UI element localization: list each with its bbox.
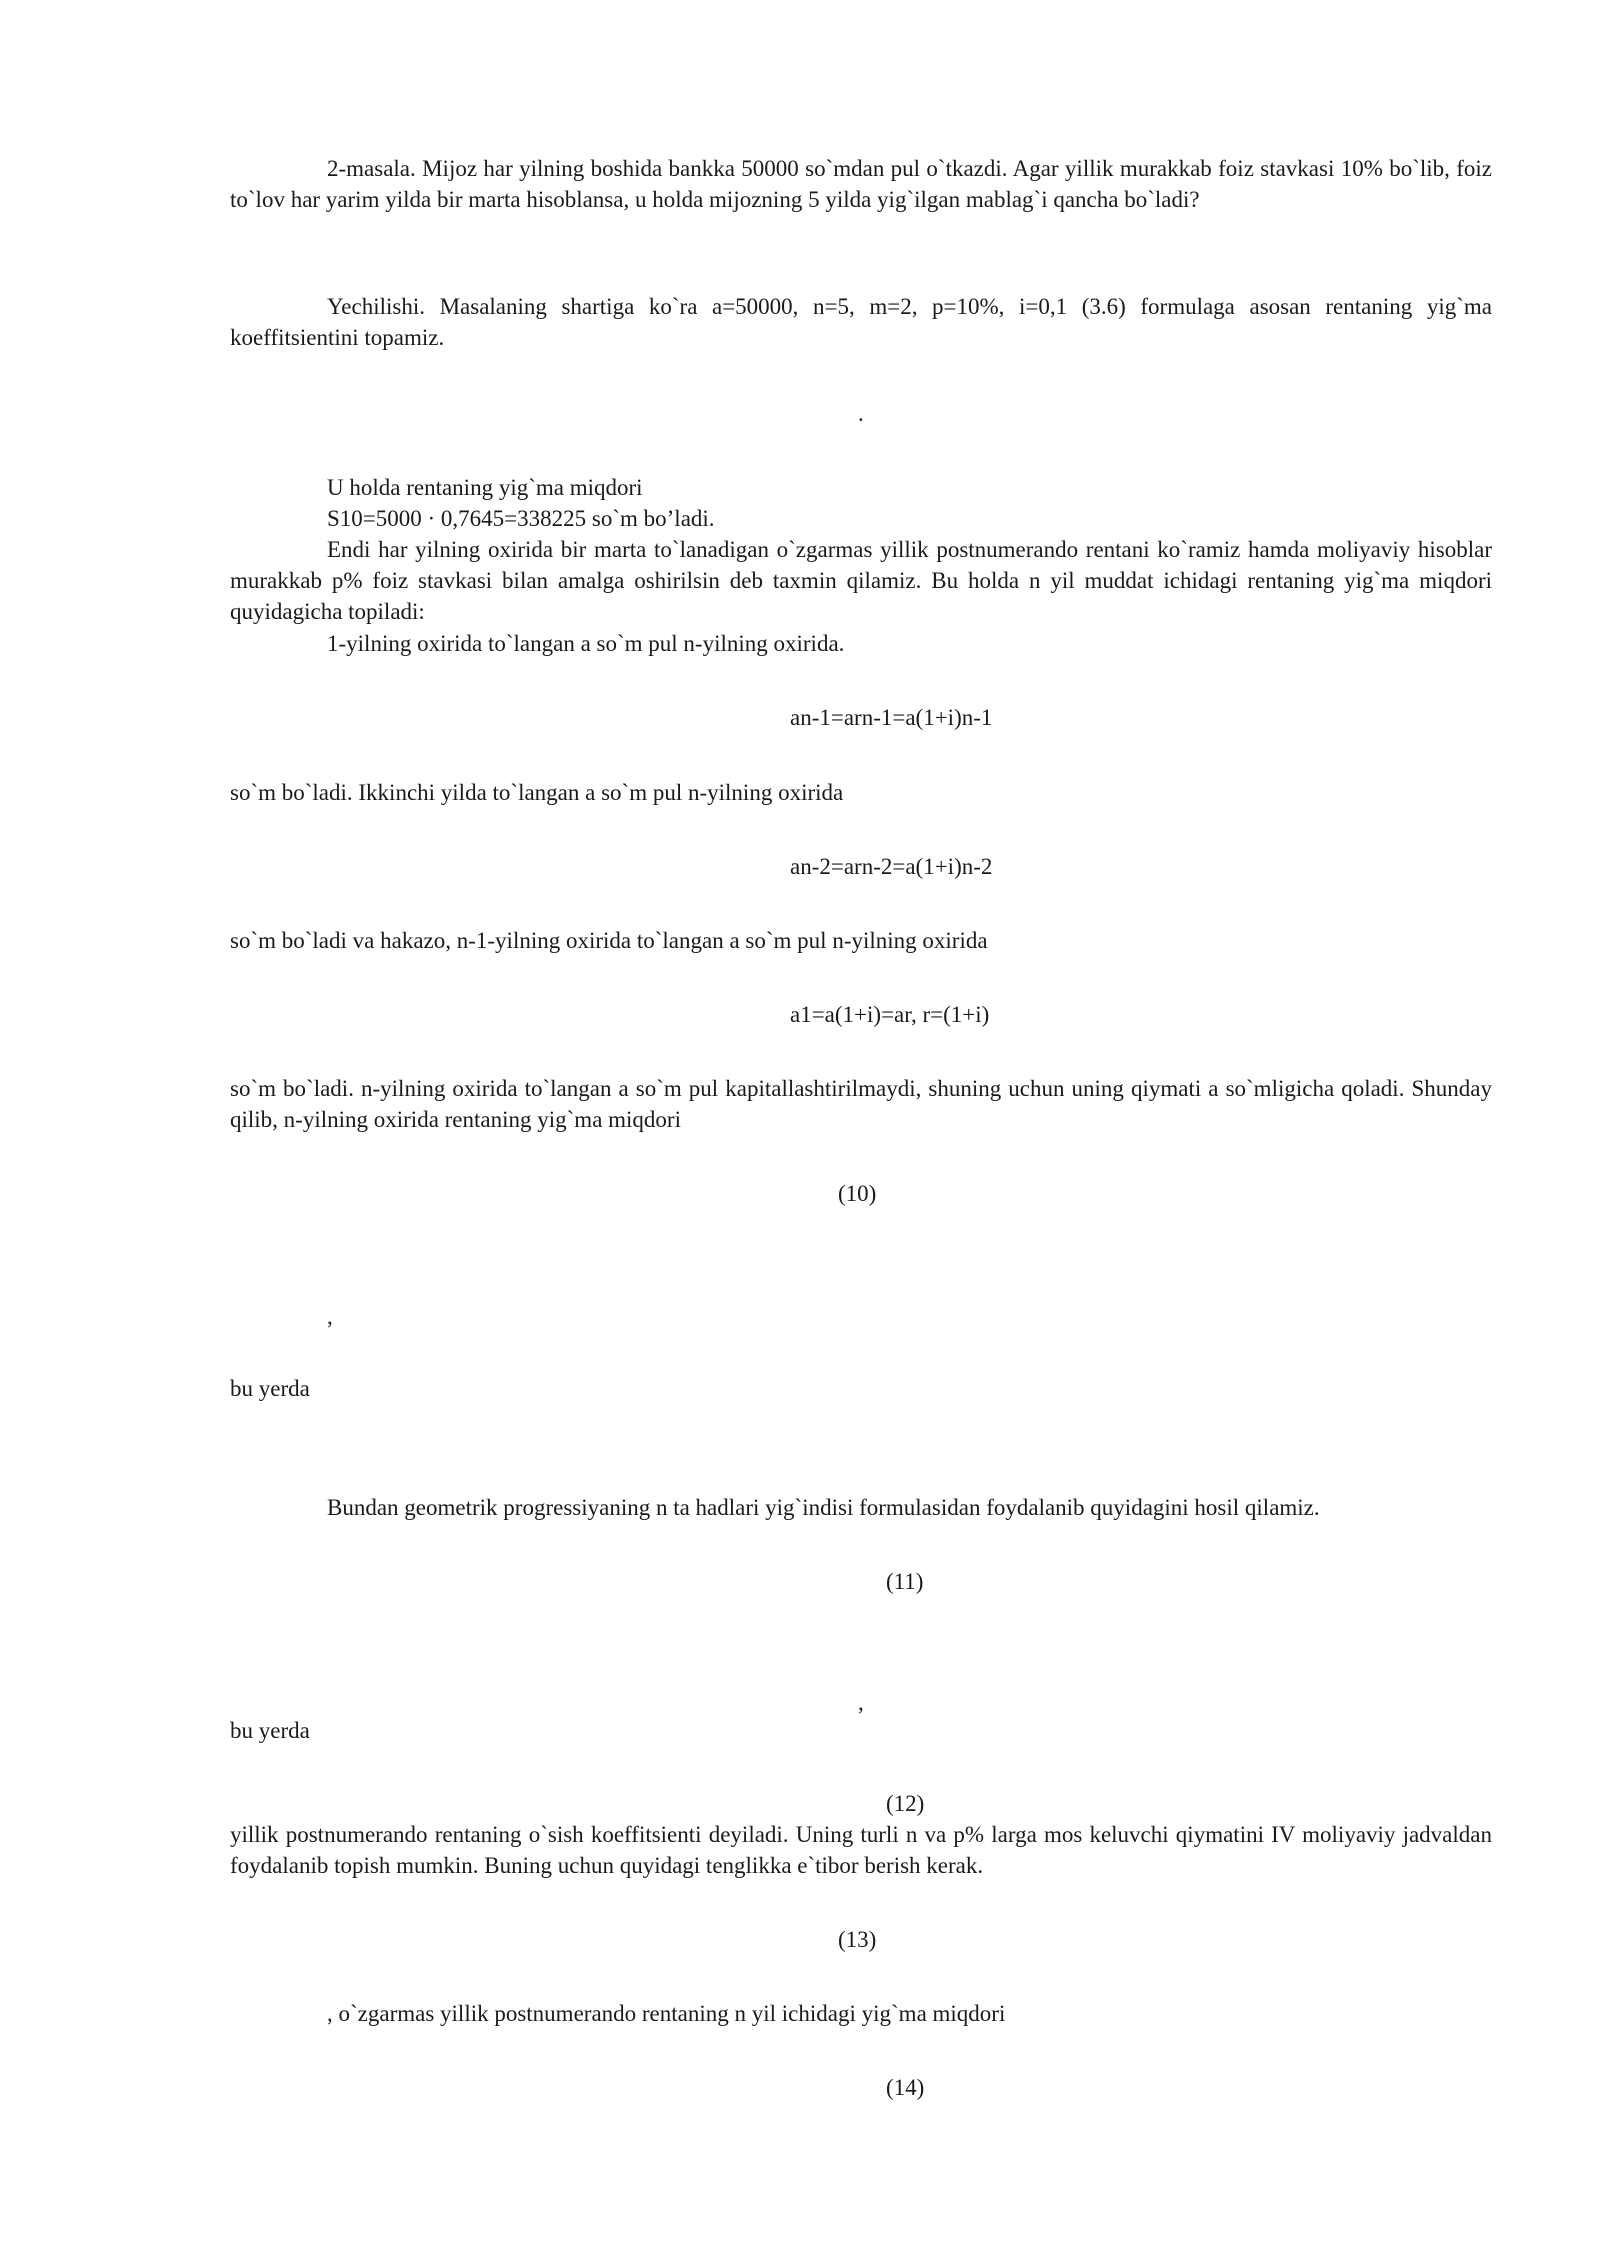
formula-an-2: an-2=arn-2=a(1+i)n-2: [790, 854, 993, 879]
geometric-progression-line: Bundan geometrik progressiyaning n ta hadlari yig`indisi formulasidan foydalanib quyidagini hosil qilamiz.: [327, 1495, 1320, 1520]
s10-result-line: S10=5000 · 0,7645=338225 so`m bo’ladi.: [327, 506, 715, 531]
growth-coefficient-paragraph: yillik postnumerando rentaning o`sish koeffitsienti deyiladi. Uning turli n va p% larga mos keluvchi qiymatini IV moliyaviy jadvaldan foydalanib topish mumkin. Buning uchun quyidagi tenglikka e`tibor berish kerak.: [230, 1822, 1492, 1878]
comma-after-formula-10: ,: [327, 1304, 333, 1329]
second-year-line: so`m bo`ladi. Ikkinchi yilda to`langan a so`m pul n-yilning oxirida: [230, 780, 844, 805]
sum-intro-line: U holda rentaning yig`ma miqdori: [327, 475, 643, 500]
constant-annuity-line: , o`zgarmas yillik postnumerando rentaning n yil ichidagi yig`ma miqdori: [327, 2001, 1006, 2026]
equation-number-14: (14): [886, 2075, 925, 2100]
formula-a1: a1=a(1+i)=ar, r=(1+i): [790, 1002, 990, 1027]
solution-paragraph: Yechilishi. Masalaning shartiga ko`ra a=50000, n=5, m=2, p=10%, i=0,1 (3.6) formulaga asosan rentaning yig`ma koeffitsientini topamiz.: [230, 294, 1492, 350]
formula-placeholder-dot: .: [858, 401, 864, 426]
equation-number-13: (13): [838, 1927, 877, 1952]
equation-number-11: (11): [886, 1569, 924, 1594]
bu-yerda-label-1: bu yerda: [230, 1376, 310, 1401]
and-so-on-line: so`m bo`ladi va hakazo, n-1-yilning oxirida to`langan a so`m pul n-yilning oxirida: [230, 928, 988, 953]
first-year-line: 1-yilning oxirida to`langan a so`m pul n-yilning oxirida.: [327, 631, 845, 656]
capitalization-paragraph: so`m bo`ladi. n-yilning oxirida to`langan a so`m pul kapitallashtirilmaydi, shuning uchun uning qiymati a so`mligicha qoladi. Shunday qilib, n-yilning oxirida rentaning yig`ma miqdori: [230, 1076, 1492, 1132]
formula-an-1: an-1=arn-1=a(1+i)n-1: [790, 705, 993, 730]
equation-number-10: (10): [838, 1181, 877, 1206]
problem-2-paragraph: 2-masala. Mijoz har yilning boshida bankka 50000 so`mdan pul o`tkazdi. Agar yillik murakkab foiz stavkasi 10% bo`lib, foiz to`lov har yarim yilda bir marta hisoblansa, u holda mijozning 5 yilda yig`ilgan mablag`i qancha bo`ladi?: [230, 156, 1492, 212]
equation-number-12: (12): [886, 1791, 925, 1816]
bu-yerda-label-2: bu yerda: [230, 1718, 310, 1743]
comma-after-formula-11: ,: [858, 1690, 864, 1715]
postnumerando-paragraph: Endi har yilning oxirida bir marta to`lanadigan o`zgarmas yillik postnumerando rentani ko`ramiz hamda moliyaviy hisoblar murakkab p% foiz stavkasi bilan amalga oshirilsin deb taxmin qilamiz. Bu holda n yil muddat ichidagi rentaning yig`ma miqdori quyidagicha topiladi:: [230, 537, 1492, 624]
